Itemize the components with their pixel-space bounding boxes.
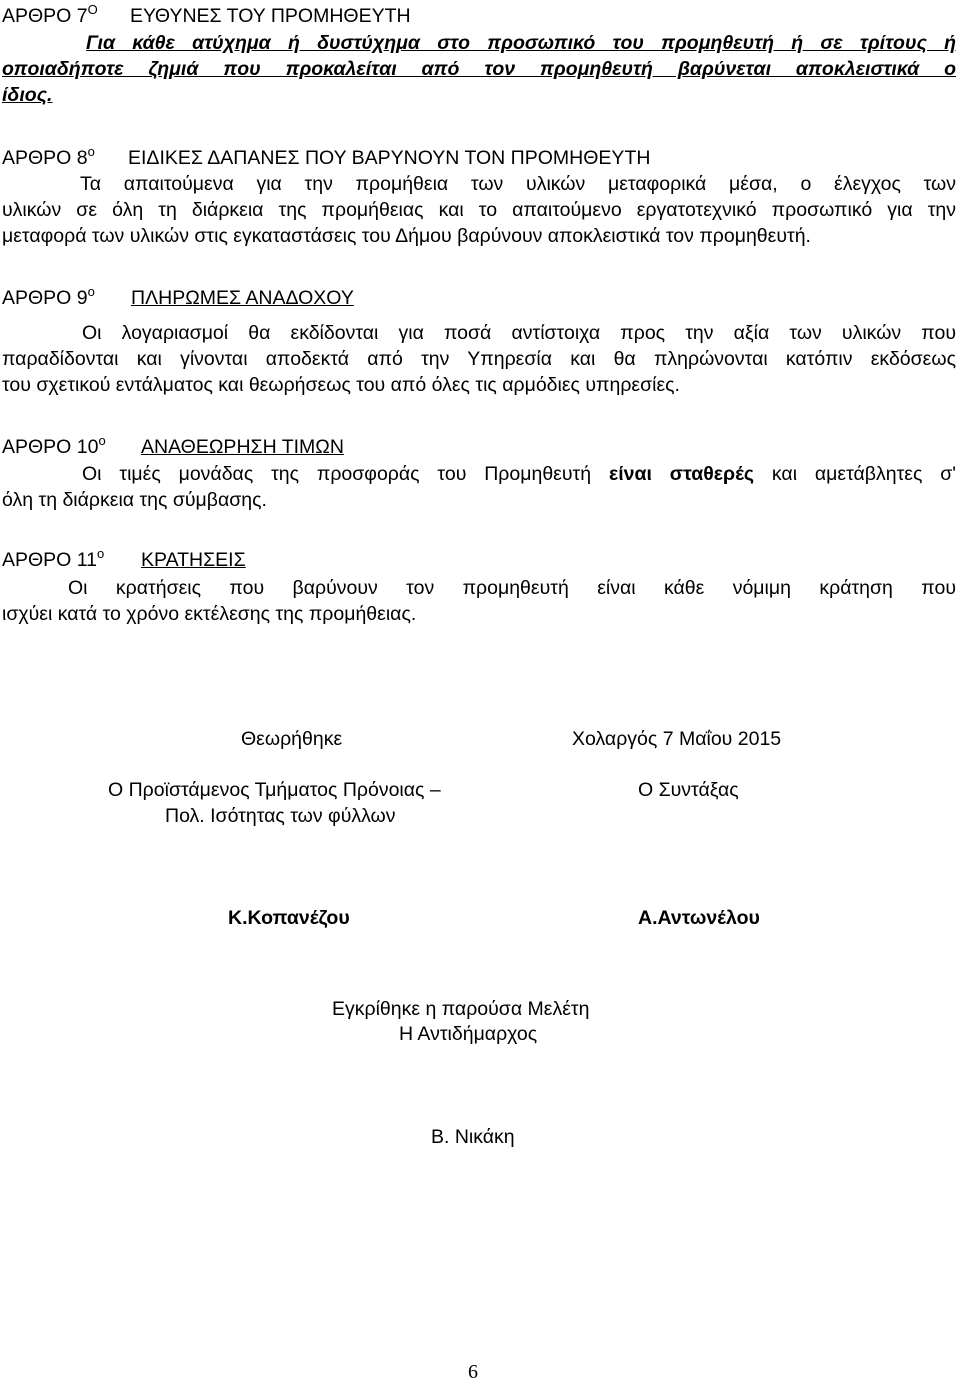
article-11-body [2, 575, 956, 627]
article-8-line-1: Τα απαιτούμενα για την προμήθεια των υλικών μεταφορικά μέσα, ο έλεγχος των [80, 173, 956, 195]
article-10-heading [2, 433, 344, 460]
article-7-line-3: ίδιος. [2, 84, 53, 106]
article-7-line-2: οποιαδήποτε ζημιά που προκαλείται από τον προμηθευτή βαρύνεται αποκλειστικά ο [2, 58, 956, 80]
article-9-superscript: ο [87, 284, 95, 299]
seen-label: Θεωρήθηκε [241, 728, 343, 750]
approver-name: Β. Νικάκη [431, 1126, 515, 1148]
article-10-number: ΑΡΘΡΟ 10 [2, 436, 99, 458]
article-11-line-1: Οι κρατήσεις που βαρύνουν τον προμηθευτή είναι κάθε νόμιμη κράτηση που [68, 577, 956, 599]
article-8-line-3: μεταφορά των υλικών στις εγκαταστάσεις του Δήμου βαρύνουν αποκλειστικά τον προμηθευτή. [2, 225, 811, 247]
article-7-number: ΑΡΘΡΟ 7 [2, 5, 88, 27]
article-11-heading [2, 546, 246, 573]
article-10-body [2, 461, 956, 513]
article-8-number: ΑΡΘΡΟ 8 [2, 147, 88, 169]
article-8-body [2, 171, 956, 249]
article-10-title: ΑΝΑΘΕΩΡΗΣΗ ΤΙΜΩΝ [141, 436, 344, 458]
article-7-title: ΕΥΘΥΝΕΣ ΤΟΥ ΠΡΟΜΗΘΕΥΤΗ [130, 5, 411, 27]
article-9-line-2: παραδίδονται και γίνονται αποδεκτά από την Υπηρεσία και θα πληρώνονται κατόπιν εκδόσεως [2, 348, 956, 370]
article-9-number: ΑΡΘΡΟ 9 [2, 287, 88, 309]
article-7-line-1: Για κάθε ατύχημα ή δυστύχημα στο προσωπικό του προμηθευτή ή σε τρίτους ή [86, 32, 956, 54]
article-8-line-2: υλικών σε όλη τη διάρκεια της προμήθειας και το απαιτούμενο εργατοτεχνικό προσωπικό για την [2, 199, 956, 221]
article-8-heading [2, 144, 651, 171]
article-11-line-2: ισχύει κατά το χρόνο εκτέλεσης της προμήθειας. [2, 603, 417, 625]
article-9-line-1: Οι λογαριασμοί θα εκδίδονται για ποσά αντίστοιχα προς την αξία των υλικών που [82, 322, 956, 344]
article-11-superscript: ο [97, 546, 105, 561]
article-8-title: ΕΙΔΙΚΕΣ ΔΑΠΑΝΕΣ ΠΟΥ ΒΑΡΥΝΟΥΝ ΤΟΝ ΠΡΟΜΗΘΕΥΤΗ [128, 147, 651, 169]
article-9-heading [2, 284, 354, 311]
article-7-superscript: Ο [87, 2, 98, 17]
article-9-title: ΠΛΗΡΩΜΕΣ ΑΝΑΔΟΧΟΥ [131, 287, 354, 309]
right-signatory-name: Α.Αντωνέλου [638, 907, 760, 929]
page-number: 6 [468, 1361, 478, 1383]
article-8-superscript: ο [87, 144, 95, 159]
article-9-line-3: του σχετικού εντάλματος και θεωρήσεως του από όλες τις αρμόδιες υπηρεσίες. [2, 374, 680, 396]
article-10-line-2: όλη τη διάρκεια της σύμβασης. [2, 489, 267, 511]
approval-line-2: Η Αντιδήμαρχος [399, 1023, 538, 1045]
article-10-superscript: ο [98, 433, 106, 448]
place-date: Χολαργός 7 Μαΐου 2015 [572, 728, 782, 750]
left-signatory-role-line-1: Ο Προϊστάμενος Τμήματος Πρόνοιας – [108, 779, 441, 801]
left-signatory-name: Κ.Κοπανέζου [228, 907, 350, 929]
article-9-body [2, 320, 956, 398]
article-11-title: ΚΡΑΤΗΣΕΙΣ [141, 549, 246, 571]
article-11-number: ΑΡΘΡΟ 11 [2, 549, 98, 571]
left-signatory-role-line-2: Πολ. Ισότητας των φύλλων [165, 805, 396, 827]
article-10-emphasis: είναι σταθερές [608, 463, 755, 485]
article-10-line-1: Οι τιμές μονάδας της προσφοράς του Προμηθευτή είναι σταθερές και αμετάβλητες σ' [82, 463, 957, 485]
approval-line-1: Εγκρίθηκε η παρούσα Μελέτη [332, 998, 590, 1020]
article-7-body [2, 30, 956, 108]
article-7-heading [2, 2, 411, 29]
right-signatory-role: Ο Συντάξας [638, 779, 739, 801]
